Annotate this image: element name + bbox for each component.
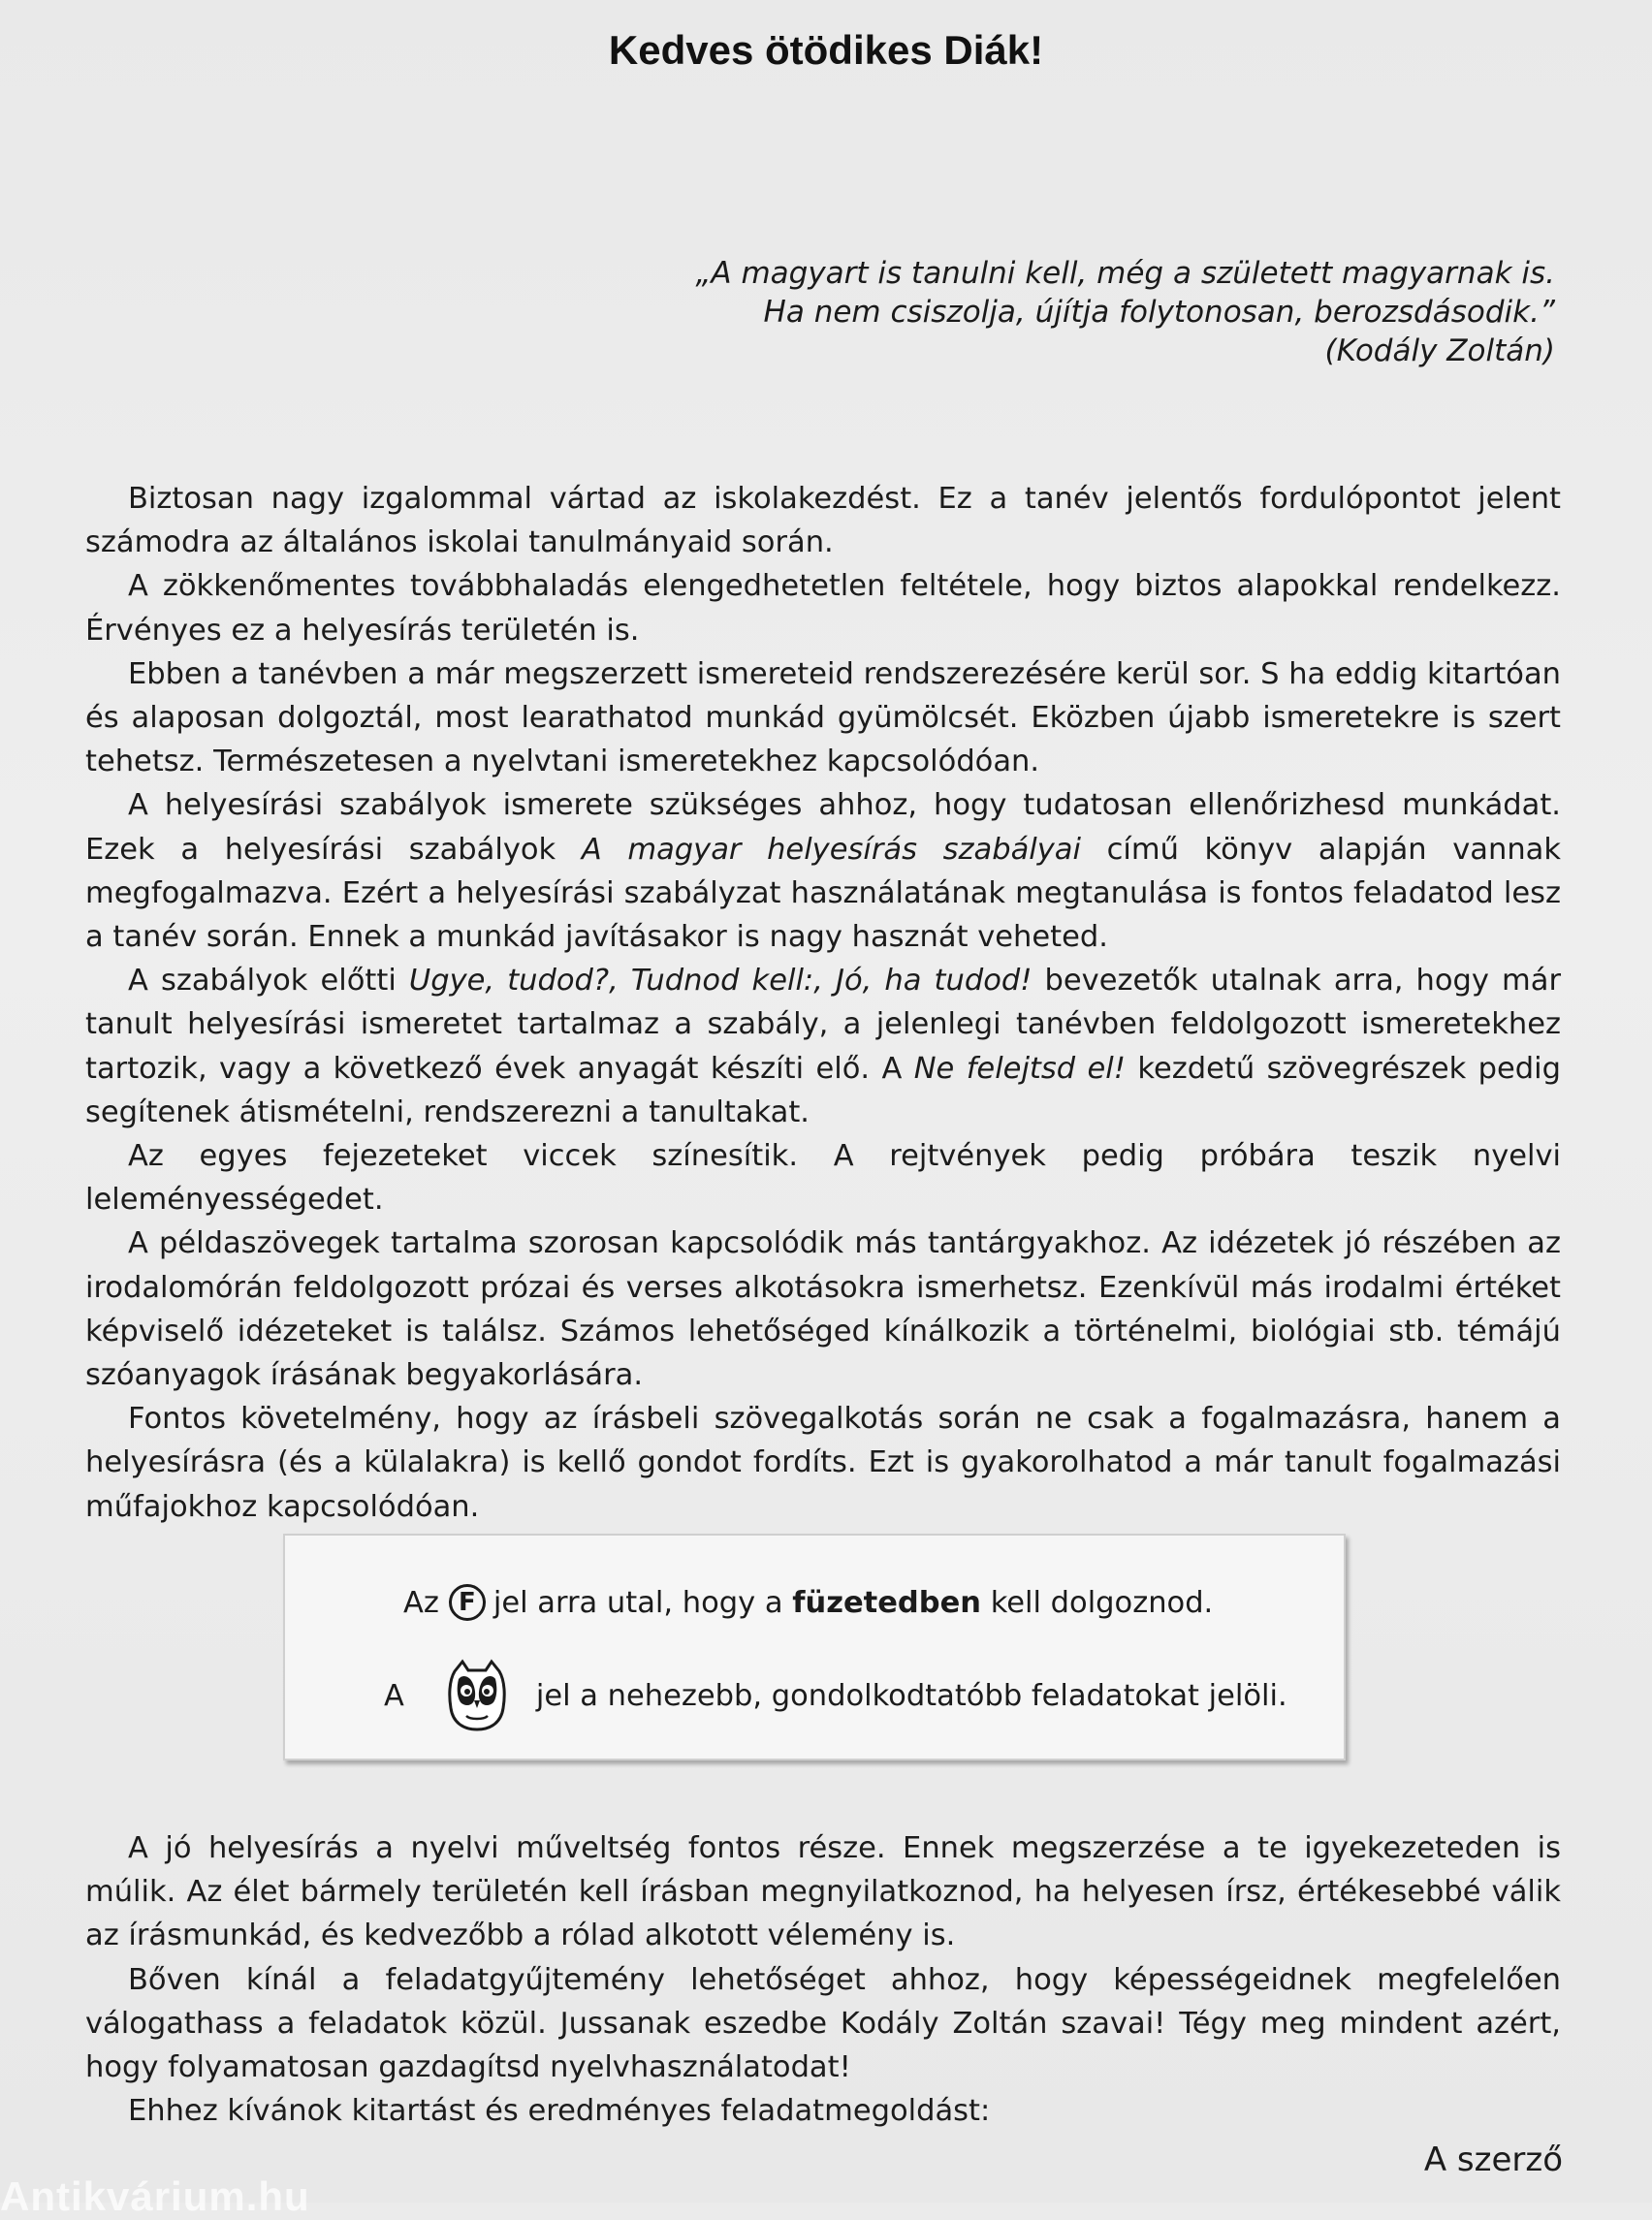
text-run: kezdetű szövegrészek pedig segítenek átismételni, rendszerezni a tanultakat. bbox=[85, 1051, 1561, 1129]
paragraph: Bőven kínál a feladatgyűjtemény lehetőséget ahhoz, hogy képességeidnek megfelelően válogathass a feladatok közül. Jussanak eszedbe Kodály Zoltán szavai! Tégy meg mindent azért, hogy folyamatosan gazdagítsd nyelvhasználatodat! bbox=[85, 1962, 1561, 2085]
quote-line-2: Ha nem csiszolja, újítja folytonosan, berozsdásodik.” bbox=[763, 295, 1555, 330]
paragraph: A zökkenőmentes továbbhaladás elengedhetetlen feltétele, hogy biztos alapokkal rendelkezz. Érvényes ez a helyesírás területén is. bbox=[85, 569, 1561, 648]
closing-body bbox=[85, 1826, 1561, 2133]
paragraph: Ebben a tanévben a már megszerzett ismereteid rendszerezésére kerül sor. S ha eddig kitartóan és alaposan dolgoztál, most learathatod munkád gyümölcsét. Eközben újabb ismeretekre is szert tehetsz. Természetesen a nyelvtani ismeretekhez kapcsolódóan. bbox=[85, 656, 1561, 779]
intro-body bbox=[85, 477, 1561, 1529]
text-run: A helyesírási szabályok ismerete szükséges ahhoz, hogy tudatosan ellenőrizhesd munkádat. Ezek a helyesírási szabályok bbox=[85, 788, 1561, 867]
author-signature: A szerző bbox=[1423, 2141, 1563, 2179]
owl-icon bbox=[445, 1658, 509, 1733]
paragraph: Ehhez kívánok kitartást és eredményes feladatmegoldást: bbox=[128, 2094, 991, 2129]
paragraph bbox=[85, 959, 1561, 1134]
paragraph bbox=[85, 783, 1561, 959]
paragraph: Fontos követelmény, hogy az írásbeli szövegalkotás során ne csak a fogalmazásra, hanem a helyesírásra (és a külalakra) is kellő gondot fordíts. Ezt is gyakorolhatod a már tanult fogalmazási műfajokhoz kapcsolódóan. bbox=[85, 1402, 1561, 1524]
quote-author: (Kodály Zoltán) bbox=[1324, 333, 1555, 368]
paragraph: Biztosan nagy izgalommal vártad az iskolakezdést. Ez a tanév jelentős fordulópontot jelent számodra az általános iskolai tanulmányaid során. bbox=[85, 482, 1561, 560]
symbol-legend-box bbox=[283, 1534, 1346, 1760]
legend-text: jel a nehezebb, gondolkodtatóbb feladatokat jelöli. bbox=[535, 1678, 1287, 1713]
legend-text bbox=[493, 1586, 1213, 1620]
epigraph-quote bbox=[586, 254, 1555, 370]
legend-row-owl bbox=[384, 1658, 1287, 1733]
text-run: bevezetők utalnak arra, hogy már tanult helyesírási ismeretet tartalmaz a szabály, a jelenlegi tanévben feldolgozott ismeretekhez tartozik, vagy a következő évek anyagát készíti elő. A bbox=[85, 964, 1561, 1086]
notebook-f-icon: F bbox=[449, 1584, 486, 1621]
reminder-label: Ne felejtsd el! bbox=[913, 1051, 1126, 1086]
quote-line-1: „A magyart is tanulni kell, még a született magyarnak is. bbox=[695, 256, 1555, 291]
page-title: Kedves ötödikes Diák! bbox=[608, 27, 1044, 73]
text-run: A szabályok előtti bbox=[128, 964, 409, 999]
paragraph: A példaszövegek tartalma szorosan kapcsolódik más tantárgyakhoz. Az idézetek jó részében az irodalomórán feldolgozott prózai és verses alkotásokra ismerhetsz. Ezenkívül más irodalmi értéket képviselő idézeteket is találsz. Számos lehetőséged kínálkozik a történelmi, biológiai stb. témájú szóanyagok írásának begyakorlására. bbox=[85, 1226, 1561, 1393]
emphasis: füzetedben bbox=[792, 1585, 981, 1620]
legend-prefix: Az bbox=[403, 1585, 439, 1620]
rule-intro-labels: Ugye, tudod?, Tudnod kell:, Jó, ha tudod! bbox=[408, 964, 1032, 999]
text-run: kell dolgoznod. bbox=[981, 1585, 1214, 1620]
paragraph: Az egyes fejezeteket viccek színesítik. A rejtvények pedig próbára teszik nyelvi leleményességedet. bbox=[85, 1139, 1561, 1218]
paragraph: A jó helyesírás a nyelvi műveltség fontos része. Ennek megszerzése a te igyekezeteden is múlik. Az élet bármely területén kell írásban megnyilatkoznod, ha helyesen írsz, értékesebbé válik az írásmunkád, és kedvezőbb a rólad alkotott vélemény is. bbox=[85, 1831, 1561, 1953]
text-run: jel arra utal, hogy a bbox=[492, 1585, 793, 1620]
text-run: című könyv alapján vannak megfogalmazva. Ezért a helyesírási szabályzat használatának megtanulása is fontos feladatod lesz a tanév során. Ennek a munkád javításakor is nagy hasznát veheted. bbox=[85, 832, 1561, 955]
book-title: A magyar helyesírás szabályai bbox=[581, 832, 1081, 867]
site-watermark: Antikvárium.hu bbox=[0, 2173, 310, 2219]
legend-prefix: A bbox=[384, 1678, 404, 1713]
legend-row-notebook bbox=[403, 1584, 1213, 1621]
